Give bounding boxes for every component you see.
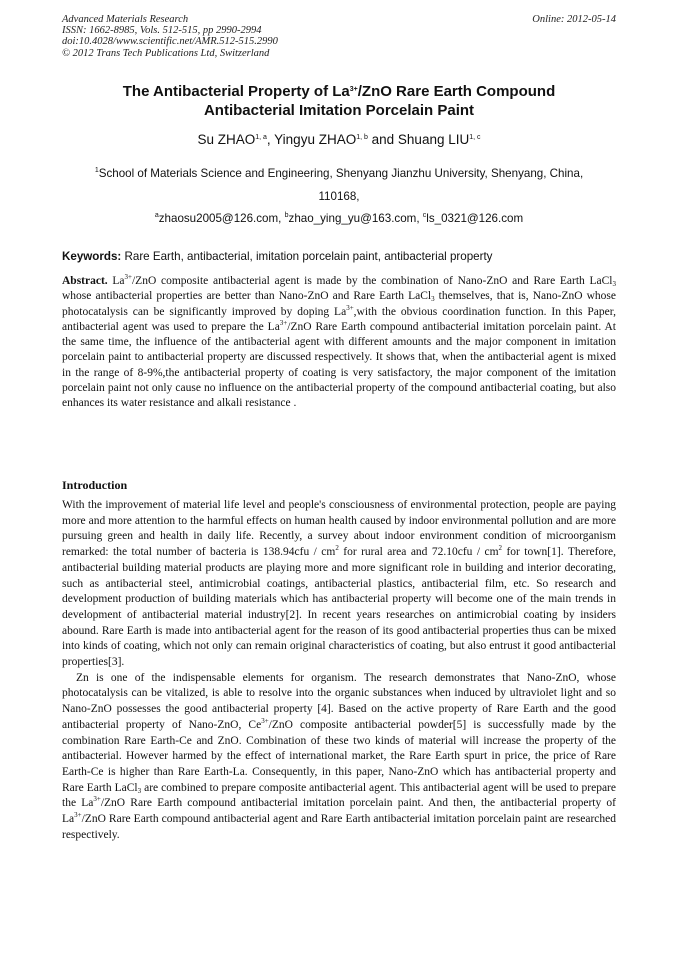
email-list: $^a$zhaosu2005@126.com, $^b$zhao_ying_yu@163.com, $^c$ls_0321@126.com bbox=[154, 212, 524, 225]
keywords-label: Keywords: bbox=[62, 250, 122, 263]
email-link[interactable]: ls_0321@126.com bbox=[426, 212, 524, 225]
online-date: Online: 2012-05-14 bbox=[532, 14, 616, 25]
copyright-line: © 2012 Trans Tech Publications Ltd, Switzerland bbox=[62, 47, 270, 59]
journal-name: Advanced Materials Research bbox=[62, 14, 189, 25]
paper-title: The Antibacterial Property of $La^{3+}$/ZnO Rare Earth Compound Antibacterial Imitation Porcelain Paint bbox=[122, 83, 556, 119]
author-name: Yingyu ZHAO bbox=[274, 132, 357, 147]
issn-line: ISSN: 1662-8985, Vols. 512-515, pp 2990-2994 bbox=[62, 25, 262, 37]
author-name: Shuang LIU bbox=[397, 132, 470, 147]
paragraph: With the improvement of material life level and people's consciousness of environmental protection, people are paying more and more attention to the harmful effects on human health caused by indoor environmental pollution and are more pursuing green and health in daily life. Recently, a survey about indoor environment condition of microorganism remarked: the total number of bacteria is $138.94cfu / cm^2$ for rural area and $72.10cfu / cm^2$ for town[1]. Therefore, antibacterial building material products are playing more and more significant role in building and interior decorating, such as antibacterial steel, antimicrobial coatings, antibacterial plastics, antibacterial film, etc. So research and development production of building materials which has antibacterial property will become one of the main trends in development of antibacterial material industry[2]. In recent years researches on antimicrobial coating by insiders abound. Rare Earth is made into antibacterial agent for the reason of its good antibacterial properties thus can be mixed into kinds of coating, which not only can remain original characteristics of coating, but also entrust it good antibacterial properties[3]. bbox=[62, 499, 617, 669]
email-link[interactable]: zhaosu2005@126.com bbox=[158, 212, 279, 225]
abstract-label: Abstract. bbox=[62, 275, 108, 287]
doi-line[interactable]: doi:10.4028/www.scientific.net/AMR.512-515.2990 bbox=[62, 36, 278, 48]
email-link[interactable]: zhao_ying_yu@163.com bbox=[288, 212, 417, 225]
author-list: Su ZHAO$^{1, a}$, Yingyu ZHAO$^{1, b}$ and Shuang LIU$^{1, c}$ bbox=[197, 132, 481, 147]
keywords-text: Rare Earth, antibacterial, imitation porcelain paint, antibacterial property bbox=[121, 250, 493, 263]
keywords bbox=[62, 250, 616, 263]
abstract: Abstract. $La^{3+}$/ZnO composite antibacterial agent is made by the combination of Nano-ZnO and Rare Earth LaCl$_3$ whose antibacterial properties are better than Nano-ZnO and Rare Earth LaCl$_3$ themselves, that is, Nano-ZnO whose photocatalysis can be significantly improved by doping $La^{3+},with$ the obvious coordination function. In this Paper, antibacterial agent was used to prepare the $La^{3+}$/ZnO Rare Earth compound antibacterial imitation porcelain paint. At the same time, the influence of the antibacterial agent with different amounts and the major component in imitation porcelain paint to antibacterial property are discussed respectively. It shows that, when the antibacterial agent is mixed in the range of 8-9%,the antibacterial property of coating is very satisfactory, the major component of the imitation porcelain paint not only cause no influence on the antibacterial property of the compound antibacterial coating, but also enhances its water resistance and alkali resistance . bbox=[62, 273, 617, 410]
affiliation: $^1$School of Materials Science and Engineering, Shenyang Jianzhu University, Shenyang, China, 110168, bbox=[94, 167, 584, 203]
author-name: Su ZHAO bbox=[197, 132, 256, 147]
paragraph: Zn is one of the indispensable elements for organism. The research demonstrates that Nano-ZnO, whose photocatalysis can be vitalized, is able to resolve into the organic substances when induced by ultraviolet light and so Nano-ZnO possesses the good antibacterial property [4]. Based on the active property of Rare Earth and the good antibacterial property of Nano-ZnO, $Ce^{3+}$/ZnO composite antibacterial powder[5] is successfully made by the combination Rare Earth-Ce and ZnO. Combination of these two kinds of material will increase the property of the antibacterial. However harmed by the effect of international market, the Rare Earth spurt in price, the price of Rare Earth-Ce is higher than Rare Earth-La. Consequently, in this paper, Nano-ZnO which has antibacterial property and Rare Earth LaCl$_3$ are combined to prepare composite antibacterial agent. This antibacterial agent will be used to prepare the $La^{3+}$/ZnO Rare Earth compound antibacterial imitation porcelain paint. And then, the antibacterial property of $La^{3+}$/ZnO Rare Earth compound antibacterial agent and Rare Earth antibacterial imitation porcelain paint are researched respectively. bbox=[62, 671, 616, 841]
journal-header bbox=[62, 14, 616, 59]
section-heading-introduction: Introduction bbox=[62, 478, 128, 492]
introduction-body bbox=[62, 498, 616, 843]
